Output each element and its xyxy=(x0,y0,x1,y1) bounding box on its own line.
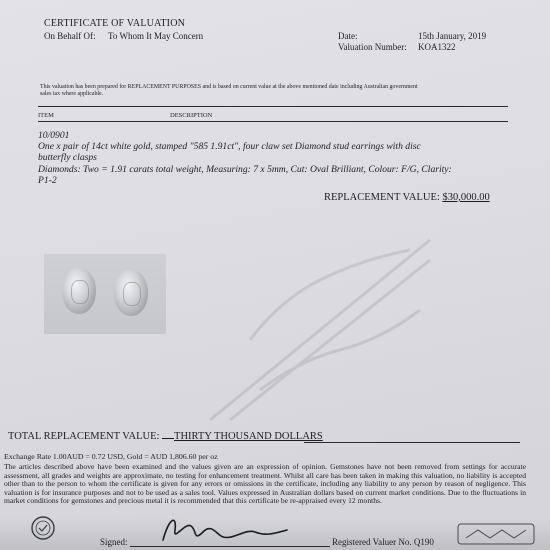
notice-line-1: This valuation has been prepared for REPLACEMENT PURPOSES and is based on current value at the above mentioned date including Australian government xyxy=(40,84,418,90)
exchange-rate: Exchange Rate 1.00AUD = 0.72 USD, Gold = AUD 1,806.60 per oz xyxy=(4,452,218,461)
notice-rule xyxy=(38,106,508,107)
behalf-value: To Whom It May Concern xyxy=(108,31,204,41)
valuation-number-value: KOA1322 xyxy=(418,42,456,52)
replacement-value-amount: $30,000.00 xyxy=(442,192,490,203)
item-description-block xyxy=(38,130,518,186)
seal-icon xyxy=(30,515,56,541)
signed-label: Signed: xyxy=(100,537,128,547)
diamonds-line-2: P1-2 xyxy=(38,174,57,186)
total-underline xyxy=(304,442,520,443)
total-replacement-value: THIRTY THOUSAND DOLLARS xyxy=(174,431,323,442)
replacement-value-row xyxy=(324,192,490,203)
handwritten-signature xyxy=(155,508,295,548)
total-replacement-row xyxy=(8,431,323,442)
registered-valuer: Registered Valuer No. Q190 xyxy=(332,537,434,547)
date-label: Date: xyxy=(338,31,358,41)
valuation-number-label: Valuation Number: xyxy=(338,42,407,52)
disclaimer-text: The articles described above have been examined and the values given are an expression of opinion. Gemstones have not been removed from settings for accurate assessment, all grades and weights are approximate, no testing for enhancement treatment. Whilst all care has been taken in making this valuation, no liability is accepted other than to the person to whom the certificate is given for any errors or omissions in the certificate, including any liability to any person by reason of negligence. This valuation is for insurance purposes and not to be used as a sales tool. Values expressed in Australian dollars based on current market conditions. Due to the fluctuations in market conditions for gemstones and precious metal it is recommended that this certificate be re-appraised every 12 months. xyxy=(4,462,526,506)
column-rule xyxy=(38,121,508,122)
total-replacement-label: TOTAL REPLACEMENT VALUE: xyxy=(8,431,160,442)
stamp-logo-icon xyxy=(456,522,536,546)
item-column-header: ITEM xyxy=(38,112,54,119)
earrings-photo xyxy=(44,254,166,334)
notice-line-2: sales tax where applicable. xyxy=(40,91,104,97)
earring-right xyxy=(114,270,148,316)
item-number: 10/0901 xyxy=(38,130,70,141)
date-value: 15th January, 2019 xyxy=(418,31,487,41)
diamonds-line-1: Diamonds: Two = 1.91 carats total weight, Measuring: 7 x 5mm, Cut: Oval Brilliant, Colour: F/G, Clarity: xyxy=(38,163,452,175)
earring-left xyxy=(62,268,96,314)
certificate-title: CERTIFICATE OF VALUATION xyxy=(44,18,186,29)
behalf-label: On Behalf Of: xyxy=(44,31,96,41)
item-description-line-2: butterfly clasps xyxy=(38,152,97,164)
item-description-line-1: One x pair of 14ct white gold, stamped "585 1.91ct", four claw set Diamond stud earrings with disc xyxy=(38,141,421,153)
watermark-logo xyxy=(200,220,440,430)
replacement-value-label: REPLACEMENT VALUE: xyxy=(324,192,440,203)
description-column-header: DESCRIPTION xyxy=(170,112,213,119)
